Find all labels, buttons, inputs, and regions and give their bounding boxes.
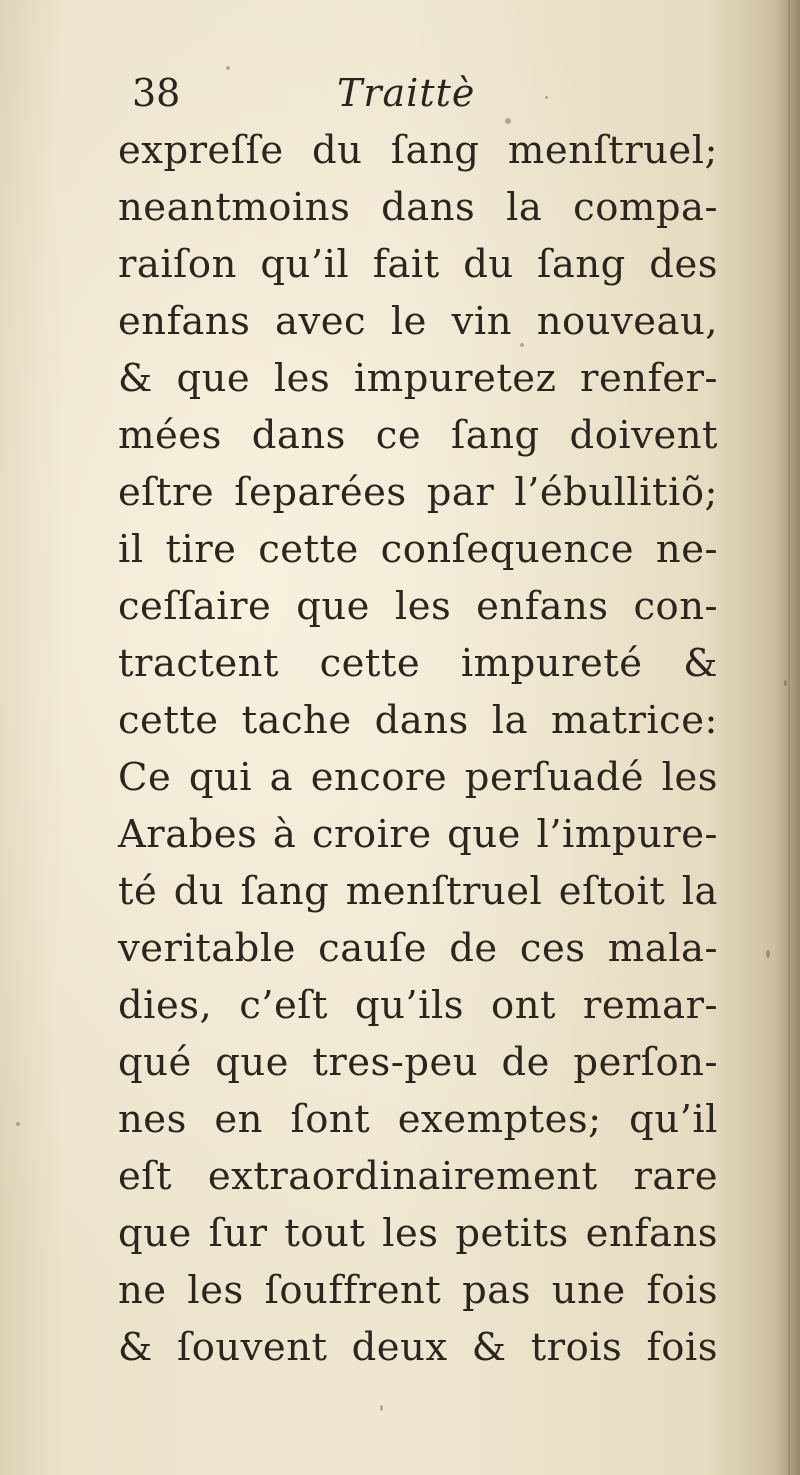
text-line: qué que tres-peu de perſon- xyxy=(118,1040,718,1085)
page-header xyxy=(132,68,692,118)
text-line: ceſſaire que les enfans con- xyxy=(118,584,718,629)
text-line: raiſon qu’il fait du ſang des xyxy=(118,242,718,287)
text-line: veritable cauſe de ces mala- xyxy=(118,926,718,971)
text-line: tractent cette impureté & xyxy=(118,641,718,686)
text-line: cette tache dans la matrice: xyxy=(118,698,718,743)
paper-speck xyxy=(16,1122,20,1126)
text-line: dies, c’eſt qu’ils ont remar- xyxy=(118,983,718,1028)
text-line: Ce qui a encore perſuadé les xyxy=(118,755,718,800)
paper-speck xyxy=(784,680,787,686)
paper-speck xyxy=(520,343,524,347)
text-line: expreſſe du ſang menſtruel; xyxy=(118,128,718,173)
text-line: & que les impuretez renfer- xyxy=(118,356,718,401)
text-line: & ſouvent deux & trois fois xyxy=(118,1325,718,1370)
text-line: nes en ſont exemptes; qu’il xyxy=(118,1097,718,1142)
paper-speck xyxy=(226,66,230,70)
text-line: que ſur tout les petits enfans xyxy=(118,1211,718,1256)
text-line: mées dans ce ſang doivent xyxy=(118,413,718,458)
running-head: Traittè xyxy=(337,71,476,115)
text-line: Arabes à croire que l’impure- xyxy=(118,812,718,857)
paper-speck xyxy=(766,950,770,958)
paper-speck xyxy=(380,1405,383,1411)
text-line: té du ſang menſtruel eſtoit la xyxy=(118,869,718,914)
text-line: eſtre ſeparées par l’ébullitiõ; xyxy=(118,470,718,515)
text-line: eſt extraordinairement rare xyxy=(118,1154,718,1199)
text-line: enfans avec le vin nouveau, xyxy=(118,299,718,344)
text-line: neantmoins dans la compa- xyxy=(118,185,718,230)
paper-speck xyxy=(545,96,548,99)
text-line: il tire cette conſequence ne- xyxy=(118,527,718,572)
paper-speck xyxy=(505,118,511,124)
body-text xyxy=(118,122,718,1376)
page-number: 38 xyxy=(132,71,181,115)
text-line: ne les ſouffrent pas une fois xyxy=(118,1268,718,1313)
